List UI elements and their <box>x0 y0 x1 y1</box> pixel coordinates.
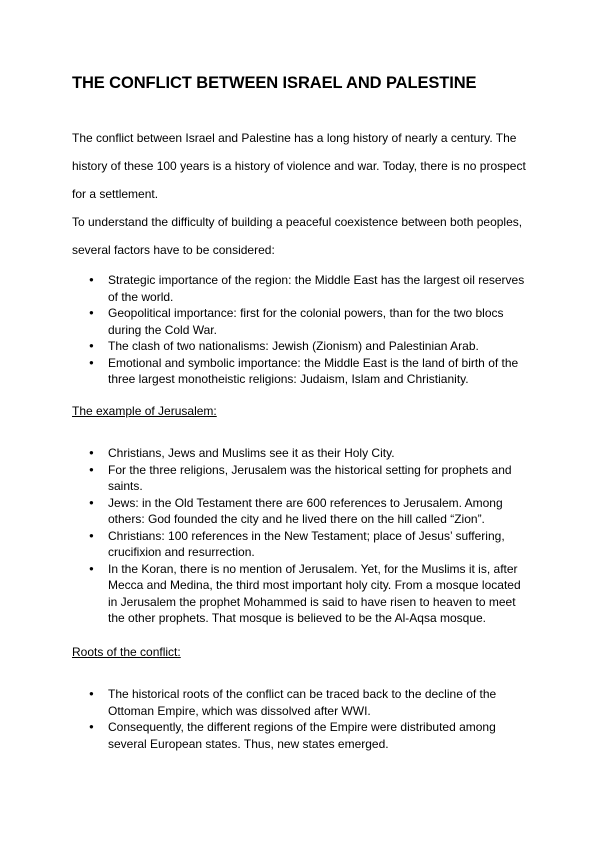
intro-section <box>72 124 542 264</box>
list-item: ● Geopolitical importance: first for the colonial powers, than for the two blocs during the Cold War. <box>108 305 528 338</box>
section-heading-roots: Roots of the conflict: <box>72 645 181 659</box>
intro-paragraph: To understand the difficulty of building a peaceful coexistence between both peoples, several factors have to be considered: <box>72 215 523 257</box>
roots-list <box>108 686 528 752</box>
intro-paragraph: The conflict between Israel and Palestine has a long history of nearly a century. The history of these 100 years is a history of violence and war. Today, there is no prospect for a settlement. <box>72 131 526 201</box>
list-item: ● Emotional and symbolic importance: the Middle East is the land of birth of the three largest monotheistic religions: Judaism, Islam and Christianity. <box>108 355 528 388</box>
list-item: ● Christians: 100 references in the New Testament; place of Jesus’ suffering, crucifixion and resurrection. <box>108 528 528 561</box>
list-item: ● Consequently, the different regions of the Empire were distributed among several European states. Thus, new states emerged. <box>108 719 528 752</box>
list-item: ● Strategic importance of the region: the Middle East has the largest oil reserves of the world. <box>108 272 528 305</box>
list-item: ● Christians, Jews and Muslims see it as their Holy City. <box>108 445 528 462</box>
section-heading-jerusalem: The example of Jerusalem: <box>72 404 217 418</box>
page-title: THE CONFLICT BETWEEN ISRAEL AND PALESTINE <box>72 74 477 92</box>
list-item: ● In the Koran, there is no mention of Jerusalem. Yet, for the Muslims it is, after Mecca and Medina, the third most important holy city. From a mosque located in Jerusalem the prophet Mohammed is said to have risen to heaven to meet the other prophets. That mosque is believed to be the Al-Aqsa mosque. <box>108 561 528 627</box>
list-item: ● The clash of two nationalisms: Jewish (Zionism) and Palestinian Arab. <box>108 338 528 355</box>
list-item: ● Jews: in the Old Testament there are 600 references to Jerusalem. Among others: God founded the city and he lived there on the hill called “Zion”. <box>108 495 528 528</box>
factors-list <box>108 272 528 388</box>
list-item: ● The historical roots of the conflict can be traced back to the decline of the Ottoman Empire, which was dissolved after WWI. <box>108 686 528 719</box>
jerusalem-list <box>108 445 528 627</box>
list-item: ● For the three religions, Jerusalem was the historical setting for prophets and saints. <box>108 462 528 495</box>
